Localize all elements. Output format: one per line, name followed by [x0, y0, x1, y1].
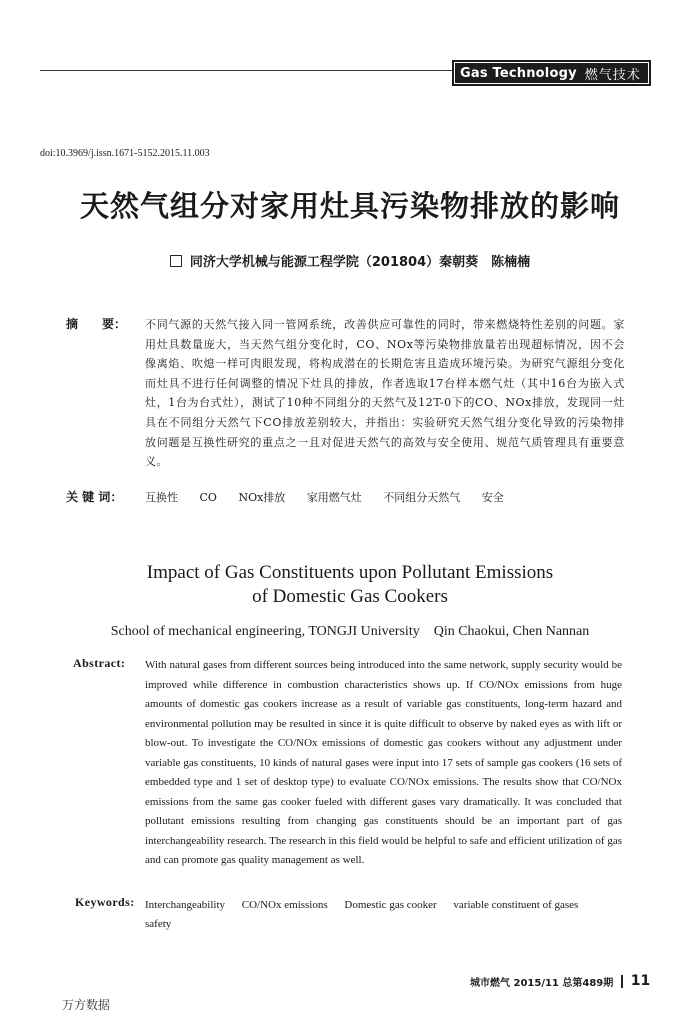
doi: doi:10.3969/j.issn.1671-5152.2015.11.003	[40, 148, 210, 159]
title-en-line-1: Impact of Gas Constituents upon Pollutant Emissions	[146, 562, 554, 583]
keywords-en	[145, 896, 622, 934]
section-tag	[452, 60, 651, 86]
keyword-cn: 不同组分天然气	[383, 491, 461, 504]
title-cn: 天然气组分对家用灶具污染物排放的影响	[79, 189, 620, 223]
keyword-en: Domestic gas cooker	[344, 899, 437, 911]
page-number: 11	[630, 973, 651, 989]
title-en	[0, 561, 700, 609]
keyword-cn: 家用燃气灶	[306, 491, 362, 504]
section-name-en: Gas Technology	[460, 65, 577, 81]
keyword-cn: CO	[199, 491, 217, 504]
abstract-en: With natural gases from different sources being introduced into the same network, supply security would be improved while difference in combustion characteristics shows up. If CO/NOx emissions from huge amounts of domestic gas cookers increase as a result of variable gas constituents, long-term hazard and environmental pollution may be resulted in since it is quite difficult to observe by naked eyes as with lift or blow-out. To investigate the CO/NOx emissions of domestic gas cookers without any adjustment under variable gas constituents, 10 kinds of natural gases were input into 17 sets of sample gas cookers (16 sets of embedded type and 1 set of desktop type) to evaluate CO/NOx emissions. The results show that CO/NOx emissions from the same gas cooker fueled with different gases vary dramatically. It was concluded that pollutant emissions resulting from changing gas constituents should be an important part of gas interchangeability research. The research in this field would be helpful to safe and efficient utilization of gas and can promote gas quality management as well.	[145, 659, 623, 866]
section-name-cn: 燃气技术	[584, 67, 641, 83]
keyword-cn: 互换性	[145, 491, 178, 504]
footer-divider	[621, 975, 623, 988]
keyword-cn: NOx排放	[238, 491, 286, 504]
keyword-en: variable constituent of gases	[453, 899, 579, 911]
authors-en: Qin Chaokui, Chen Nannan	[433, 624, 590, 639]
abstract-cn: 不同气源的天然气接入同一管网系统，改善供应可靠性的同时，带来燃烧特性差别的问题。家用灶具数量庞大，当天然气组分变化时，CO、NOx等污染物排放量若出现超标情况，因不会像离焰、吹熄一样可肉眼发现，将构成潜在的长期危害且造成环境污染。为研究气源组分变化而灶具不进行任何调整的情况下灶具的排放，作者选取17台样本燃气灶（其中16台为嵌入式灶，1台为台式灶），测试了10种不同组分的天然气及12T-0下的CO、NOx排放，发现同一灶具在不同组分天然气下CO排放差别较大，并指出：实验研究天然气组分变化导致的污染物排放问题是互换性研究的重点之一且对促进天然气的高效与安全使用、规范气质管理具有重要意义。	[145, 318, 625, 469]
affiliation-en-text: School of mechanical engineering, TONGJI University	[110, 624, 420, 639]
keywords-cn	[145, 489, 516, 505]
square-bullet-icon	[170, 255, 182, 267]
keywords-en-label: Keywords:	[75, 895, 135, 909]
authors-cn-text: 同济大学机械与能源工程学院（201804）秦朝葵 陈楠楠	[189, 255, 531, 270]
affiliation-en	[0, 624, 700, 640]
title-en-line-2: of Domestic Gas Cookers	[252, 586, 448, 607]
journal-info: 城市燃气 2015/11 总第489期	[470, 977, 614, 989]
authors-cn	[0, 251, 700, 270]
keyword-en: CO/NOx emissions	[241, 899, 328, 911]
page-footer	[470, 973, 650, 989]
keyword-en: safety	[145, 918, 172, 930]
keyword-cn: 安全	[481, 491, 504, 504]
keyword-en: Interchangeability	[145, 899, 226, 911]
watermark: 万方数据	[62, 998, 111, 1012]
abstract-en-label: Abstract:	[73, 656, 126, 670]
abstract-cn-label: 摘 要：	[66, 317, 127, 331]
header-rule	[40, 70, 452, 71]
keywords-cn-label: 关 键 词：	[66, 490, 123, 504]
